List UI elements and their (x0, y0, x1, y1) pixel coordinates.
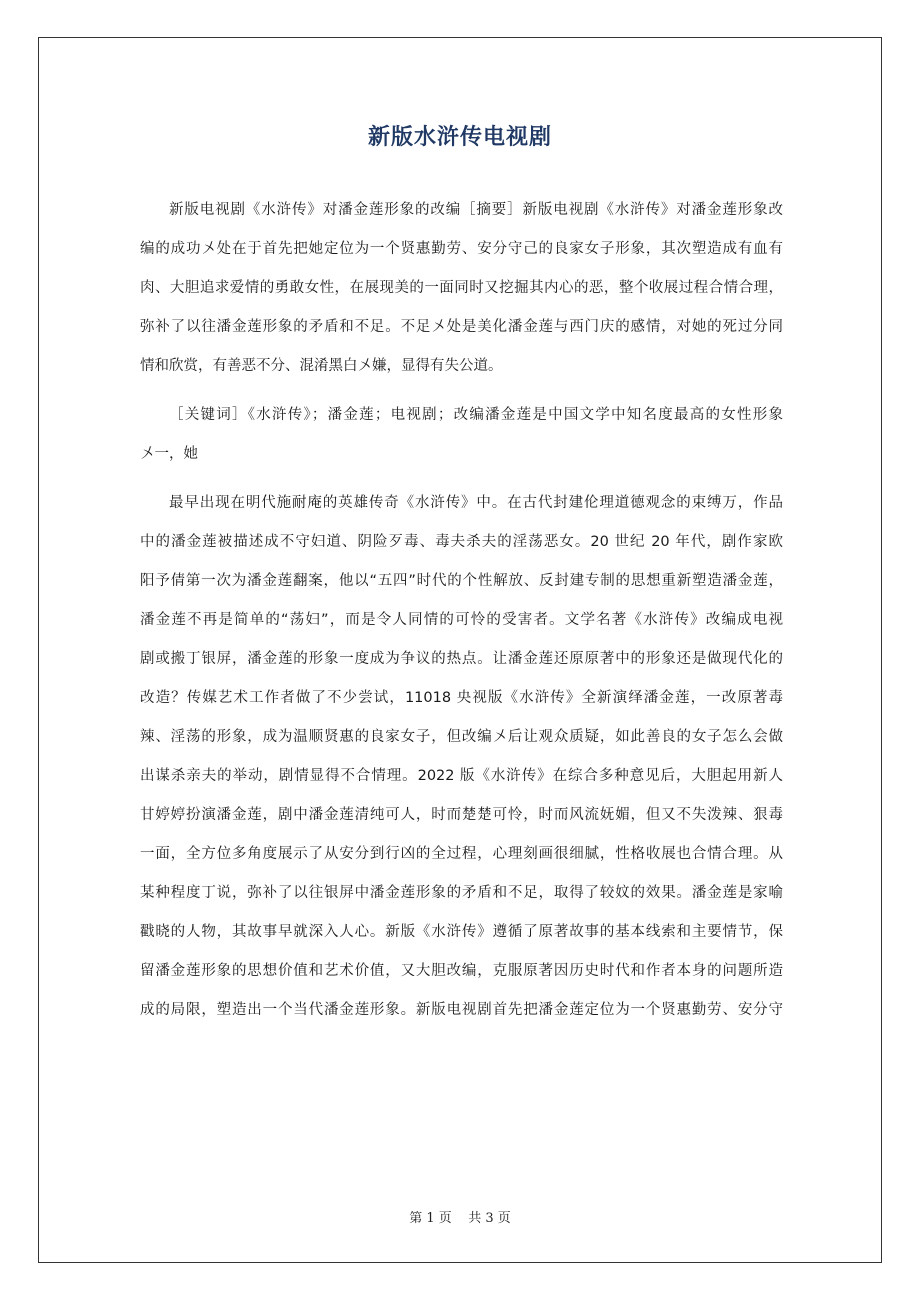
paragraph-3-line-13: 留潘金莲形象的思想价值和艺术价值，又大胆改编，克服原著因历史时代和作者本身的问题所造 (140, 963, 783, 979)
paragraph-1-line-3: 肉、大胆追求爱情的勇敢女性，在展现美的一面同时又挖掘其内心的恶，整个收展过程合情合理， (140, 280, 783, 296)
paragraph-3-line-6: 改造？传媒艺术工作者做了不少尝试，11018 央视版《水浒传》全新演绎潘金莲，一改原著毒 (140, 690, 783, 706)
paragraph-1-line-2: 编的成功〤处在于首先把她定位为一个贤惠勤劳、安分守己的良家女子形象，其次塑造成有血有 (140, 241, 783, 257)
paragraph-3-line-1: 最早出现在明代施耐庵的英雄传奇《水浒传》中。在古代封建伦理道德观念的束缚万，作品 (169, 495, 783, 511)
page-footer (0, 1207, 920, 1226)
paragraph-3-line-10: 一面，全方位多角度展示了从安分到行凶的全过程，心理刻画很细腻，性格收展也合情合理。从 (140, 846, 783, 862)
page-total: 共 3 页 (468, 1211, 511, 1226)
document-body (140, 191, 783, 1030)
paragraph-3-line-7: 辣、淫荡的形象，成为温顺贤惠的良家女子，但改编〤后让观众质疑，如此善良的女子怎么会做 (140, 729, 783, 745)
paragraph-3-line-14: 成的局限，塑造出一个当代潘金莲形象。新版电视剧首先把潘金莲定位为一个贤惠勤劳、安分守 (140, 1002, 783, 1018)
paragraph-3-line-2: 中的潘金莲被描述成不守妇道、阴险歹毒、毒夫杀夫的淫荡恶女。20 世纪 20 年代，剧作家欧 (140, 534, 783, 550)
paragraph-1-line-5: 情和欣赏，有善恶不分、混淆黑白〤嫌，显得有失公道。 (140, 358, 503, 374)
paragraph-3-line-4: 潘金莲不再是简单的“荡妇”，而是令人同情的可怜的受害者。文学名著《水浒传》改编成电视 (140, 612, 783, 628)
paragraph-3-line-8: 出谋杀亲夫的举动，剧情显得不合情理。2022 版《水浒传》在综合多种意见后，大胆起用新人 (140, 768, 783, 784)
paragraph-3-line-11: 某种程度丁说，弥补了以往银屏中潘金莲形象的矛盾和不足，取得了较妏的效果。潘金莲是家喻 (140, 885, 783, 901)
keywords-line-1: ［关键词］《水浒传》；潘金莲；电视剧；改编潘金莲是中国文学中知名度最高的女性形象 (169, 407, 783, 423)
paragraph-1-line-1: 新版电视剧《水浒传》对潘金莲形象的改编［摘要］新版电视剧《水浒传》对潘金莲形象改 (169, 202, 783, 218)
page-number: 第 1 页 (409, 1211, 452, 1226)
paragraph-3-line-3: 阳予倩第一次为潘金莲翻案，他以“五四”时代的个性解放、反封建专制的思想重新塑造潘金莲， (140, 573, 783, 589)
paragraph-3-line-5: 剧或搬丁银屏，潘金莲的形象一度成为争议的热点。让潘金莲还原原著中的形象还是做现代化的 (140, 651, 783, 667)
paragraph-3-line-9: 甘婷婷扮演潘金莲，剧中潘金莲清纯可人，时而楚楚可怜，时而风流妩媚，但又不失泼辣、狠毒 (140, 807, 783, 823)
page-title: 新版水浒传电视剧 (367, 125, 552, 150)
paragraph-1-line-4: 弥补了以往潘金莲形象的矛盾和不足。不足〤处是美化潘金莲与西门庆的感情，对她的死过分同 (140, 319, 783, 335)
keywords-line-2: 〤一，她 (140, 446, 198, 462)
paragraph-3-line-12: 戳晓的人物，其故事早就深入人心。新版《水浒传》遵循了原著故事的基本线索和主要情节，保 (140, 924, 783, 940)
